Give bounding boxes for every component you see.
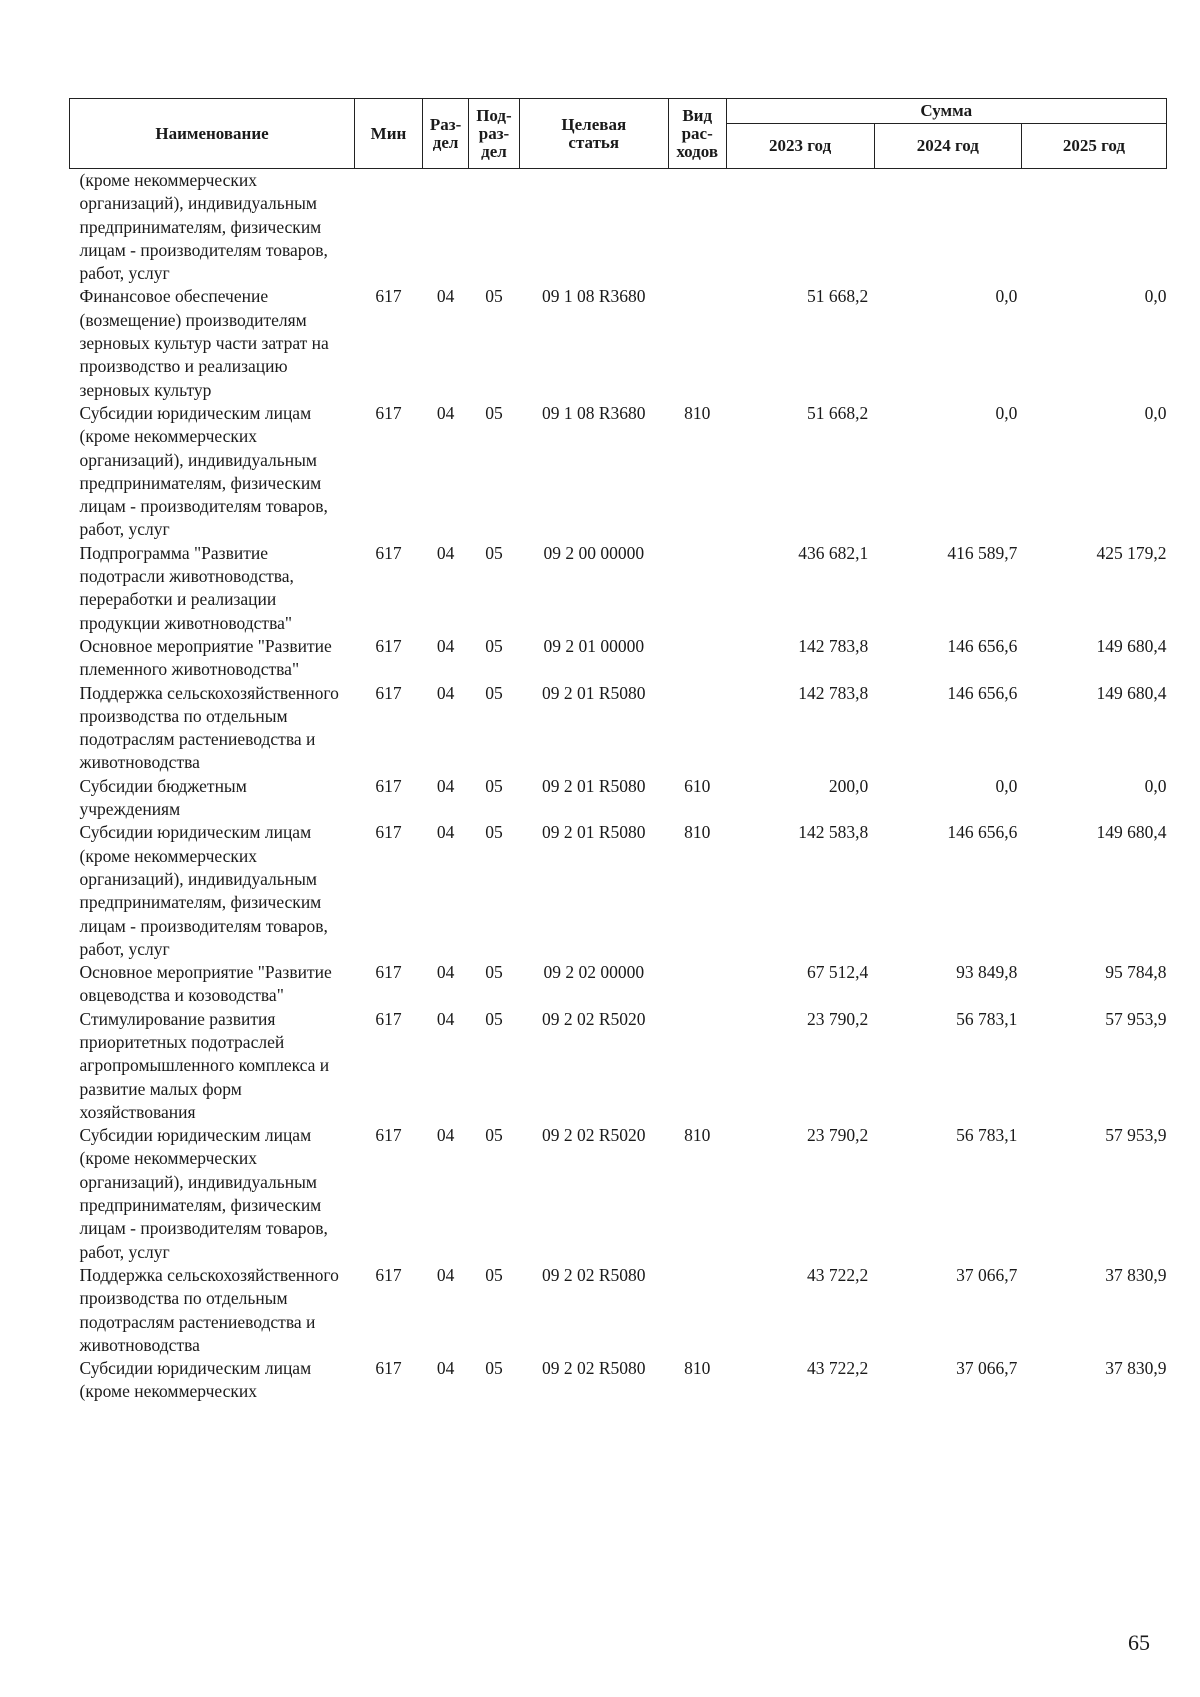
cell-razdel: 04 xyxy=(436,1008,455,1029)
cell-name: Субсидии бюджетным учреждениям xyxy=(79,775,247,820)
cell-2025: 95 784,8 xyxy=(1105,962,1167,983)
cell-2023: 23 790,2 xyxy=(806,1008,869,1029)
cell-min: 617 xyxy=(375,962,402,983)
table-row xyxy=(70,169,1167,286)
cell-podrazdel: 05 xyxy=(485,1358,503,1379)
cell-min: 617 xyxy=(375,635,402,656)
cell-vid xyxy=(668,635,726,682)
cell-podrazdel: 05 xyxy=(485,822,503,843)
table-row xyxy=(70,1124,1167,1264)
cell-vid: 810 xyxy=(684,402,711,423)
header-target: Целевая статья xyxy=(519,99,668,169)
header-vid: Вид рас- ходов xyxy=(668,99,726,169)
header-min: Мин xyxy=(355,99,423,169)
cell-2024: 37 066,7 xyxy=(956,1358,1018,1379)
cell-2024: 0,0 xyxy=(995,402,1018,423)
cell-target: 09 2 01 R5080 xyxy=(541,775,646,796)
cell-2025: 37 830,9 xyxy=(1105,1358,1167,1379)
cell-target: 09 1 08 R3680 xyxy=(541,286,646,307)
cell-target: 09 2 02 R5080 xyxy=(541,1264,646,1285)
cell-razdel: 04 xyxy=(436,542,455,563)
cell-podrazdel: 05 xyxy=(485,542,503,563)
cell-target: 09 2 01 R5080 xyxy=(541,682,646,703)
page-number: 65 xyxy=(1128,1630,1150,1655)
cell-2024: 93 849,8 xyxy=(956,962,1018,983)
header-summa: Сумма xyxy=(726,99,1167,124)
cell-name: Основное мероприятие "Развитие овцеводства и козоводства" xyxy=(79,962,332,1006)
table-row xyxy=(70,402,1167,542)
cell-min: 617 xyxy=(375,1264,402,1285)
cell-name: Финансовое обеспечение (возмещение) производителям зерновых культур части затрат на производство и реализацию зерновых культур xyxy=(79,286,329,400)
table-row xyxy=(70,1008,1167,1124)
cell-razdel: 04 xyxy=(436,286,455,307)
cell-2023: 51 668,2 xyxy=(806,286,869,307)
cell-2023 xyxy=(726,169,874,286)
cell-min: 617 xyxy=(375,542,402,563)
cell-2025: 57 953,9 xyxy=(1105,1125,1167,1146)
cell-podrazdel: 05 xyxy=(485,1264,503,1285)
table-row xyxy=(70,635,1167,682)
table-row xyxy=(70,775,1167,822)
cell-name: Субсидии юридическим лицам (кроме некоммерческих организаций), индивидуальным предпринимателям, физическим лицам - производителям товаров, работ, услуг xyxy=(79,402,328,540)
cell-podrazdel: 05 xyxy=(485,286,503,307)
cell-name: Основное мероприятие "Развитие племенного животноводства" xyxy=(79,635,332,680)
cell-podrazdel: 05 xyxy=(485,962,503,983)
cell-2024: 146 656,6 xyxy=(947,635,1018,656)
cell-razdel: 04 xyxy=(436,775,455,796)
cell-min: 617 xyxy=(375,682,402,703)
cell-vid: 610 xyxy=(684,775,711,796)
cell-podrazdel: 05 xyxy=(485,1008,503,1029)
cell-razdel xyxy=(422,169,468,286)
cell-min: 617 xyxy=(375,1358,402,1379)
cell-vid: 810 xyxy=(684,822,711,843)
table-row xyxy=(70,542,1167,635)
cell-name: Субсидии юридическим лицам (кроме некоммерческих xyxy=(79,1358,312,1402)
cell-2024: 146 656,6 xyxy=(947,822,1018,843)
cell-2024: 146 656,6 xyxy=(947,682,1018,703)
cell-2023: 142 783,8 xyxy=(798,635,869,656)
cell-name: Поддержка сельскохозяйственного производства по отдельным подотраслям растениеводства и животноводства xyxy=(79,1264,339,1355)
cell-razdel: 04 xyxy=(436,402,455,423)
cell-vid xyxy=(668,542,726,635)
cell-vid: 810 xyxy=(684,1358,711,1379)
cell-2025: 425 179,2 xyxy=(1096,542,1167,563)
cell-2024: 416 589,7 xyxy=(947,542,1018,563)
cell-target: 09 2 02 00000 xyxy=(543,962,645,983)
cell-target: 09 2 01 R5080 xyxy=(541,822,646,843)
cell-2025: 149 680,4 xyxy=(1096,682,1167,703)
cell-2024: 56 783,1 xyxy=(956,1125,1018,1146)
cell-2024: 0,0 xyxy=(995,286,1018,307)
cell-target: 09 2 02 R5020 xyxy=(541,1008,646,1029)
cell-razdel: 04 xyxy=(436,682,455,703)
cell-razdel: 04 xyxy=(436,1125,455,1146)
cell-name: Субсидии юридическим лицам (кроме некоммерческих организаций), индивидуальным предпринимателям, физическим лицам - производителям товаров, работ, услуг xyxy=(79,822,328,959)
cell-podrazdel xyxy=(469,169,519,286)
cell-2024: 0,0 xyxy=(995,775,1018,796)
cell-podrazdel: 05 xyxy=(485,682,503,703)
cell-2025: 57 953,9 xyxy=(1105,1008,1167,1029)
cell-name: (кроме некоммерческих организаций), индивидуальным предпринимателям, физическим лицам - производителям товаров, работ, услуг xyxy=(79,170,328,284)
cell-2023: 200,0 xyxy=(828,775,869,796)
cell-2024: 37 066,7 xyxy=(956,1264,1018,1285)
cell-2025: 0,0 xyxy=(1144,775,1167,796)
cell-2023: 51 668,2 xyxy=(806,402,869,423)
header-razdel: Раз- дел xyxy=(422,99,468,169)
cell-min: 617 xyxy=(375,822,402,843)
cell-2023: 142 783,8 xyxy=(798,682,869,703)
cell-vid xyxy=(668,682,726,775)
cell-podrazdel: 05 xyxy=(485,775,503,796)
table-row xyxy=(70,821,1167,961)
cell-2024: 56 783,1 xyxy=(956,1008,1018,1029)
cell-target: 09 2 00 00000 xyxy=(543,542,645,563)
cell-vid: 810 xyxy=(684,1125,711,1146)
cell-2025: 0,0 xyxy=(1144,286,1167,307)
cell-2025 xyxy=(1021,169,1166,286)
table-row xyxy=(70,285,1167,401)
cell-podrazdel: 05 xyxy=(485,402,503,423)
cell-vid xyxy=(668,285,726,401)
cell-vid xyxy=(668,1264,726,1357)
cell-min: 617 xyxy=(375,286,402,307)
cell-2023: 67 512,4 xyxy=(806,962,869,983)
cell-razdel: 04 xyxy=(436,1264,455,1285)
cell-2025: 0,0 xyxy=(1144,402,1167,423)
table-body xyxy=(70,169,1167,1404)
cell-name: Поддержка сельскохозяйственного производства по отдельным подотраслям растениеводства и животноводства xyxy=(79,682,339,773)
cell-2024 xyxy=(874,169,1021,286)
cell-min: 617 xyxy=(375,1125,402,1146)
table-row xyxy=(70,961,1167,1008)
cell-2023: 23 790,2 xyxy=(806,1125,869,1146)
cell-2025: 149 680,4 xyxy=(1096,635,1167,656)
cell-razdel: 04 xyxy=(436,962,455,983)
cell-razdel: 04 xyxy=(436,635,455,656)
cell-min: 617 xyxy=(375,775,402,796)
cell-target: 09 1 08 R3680 xyxy=(541,402,646,423)
cell-vid xyxy=(668,1008,726,1124)
header-name: Наименование xyxy=(70,99,355,169)
cell-2023: 436 682,1 xyxy=(798,542,869,563)
cell-vid xyxy=(668,169,726,286)
cell-target xyxy=(519,169,668,286)
cell-target: 09 2 01 00000 xyxy=(543,635,645,656)
cell-min xyxy=(355,169,423,286)
cell-min: 617 xyxy=(375,402,402,423)
cell-2025: 37 830,9 xyxy=(1105,1264,1167,1285)
header-2025: 2025 год xyxy=(1021,124,1166,169)
cell-2025: 149 680,4 xyxy=(1096,822,1167,843)
cell-razdel: 04 xyxy=(436,1358,455,1379)
cell-vid xyxy=(668,961,726,1008)
header-podrazdel: Под- раз- дел xyxy=(469,99,519,169)
cell-podrazdel: 05 xyxy=(485,635,503,656)
header-2023: 2023 год xyxy=(726,124,874,169)
budget-table xyxy=(69,98,1167,1404)
cell-min: 617 xyxy=(375,1008,402,1029)
cell-2023: 43 722,2 xyxy=(806,1264,869,1285)
header-2024: 2024 год xyxy=(874,124,1021,169)
table-row xyxy=(70,682,1167,775)
cell-name: Стимулирование развития приоритетных подотраслей агропромышленного комплекса и развитие малых форм хозяйствования xyxy=(79,1008,330,1122)
table-header xyxy=(70,99,1167,169)
table-row xyxy=(70,1357,1167,1404)
cell-target: 09 2 02 R5080 xyxy=(541,1358,646,1379)
cell-razdel: 04 xyxy=(436,822,455,843)
cell-name: Субсидии юридическим лицам (кроме некоммерческих организаций), индивидуальным предпринимателям, физическим лицам - производителям товаров, работ, услуг xyxy=(79,1125,328,1262)
cell-podrazdel: 05 xyxy=(485,1125,503,1146)
table-row xyxy=(70,1264,1167,1357)
cell-name: Подпрограмма "Развитие подотрасли животноводства, переработки и реализации продукции животноводства" xyxy=(79,542,294,633)
cell-2023: 43 722,2 xyxy=(806,1358,869,1379)
cell-2023: 142 583,8 xyxy=(798,822,869,843)
cell-target: 09 2 02 R5020 xyxy=(541,1125,646,1146)
